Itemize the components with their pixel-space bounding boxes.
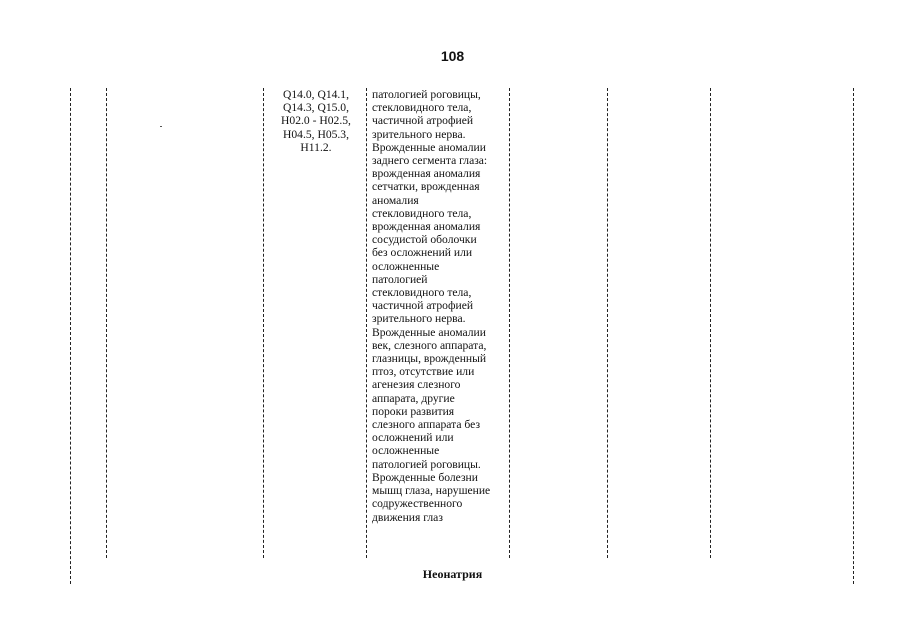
code-line: H04.5, H05.3, — [282, 127, 350, 141]
description-line: слезного аппарата без — [372, 418, 481, 432]
code-line: H02.0 - H02.5, — [281, 114, 351, 128]
page-number: 108 — [440, 48, 465, 64]
diagnosis-codes — [268, 88, 364, 154]
column-divider — [263, 88, 264, 558]
description-line: патологией роговицы, — [372, 88, 481, 101]
description-line: зрительного нерва. — [372, 312, 466, 326]
section-title: Неонатрия — [422, 567, 483, 581]
description-line: осложненные — [372, 259, 440, 273]
description-line: стекловидного тела, — [372, 286, 472, 300]
description-line: частичной атрофией — [372, 299, 474, 313]
description-line: аппарата, другие — [372, 391, 455, 405]
description-line: агенезия слезного — [372, 378, 461, 392]
column-divider — [106, 88, 107, 558]
table-border-left — [70, 88, 71, 584]
description-line: стекловидного тела, — [372, 206, 472, 220]
description-line: аномалия — [372, 193, 419, 207]
code-line: Q14.3, Q15.0, — [282, 101, 350, 115]
description-line: птоз, отсутствие или — [372, 365, 475, 379]
code-line: H11.2. — [300, 140, 332, 154]
description-line: Врожденные аномалии — [372, 325, 486, 339]
condition-description — [372, 88, 512, 524]
description-line: сетчатки, врожденная — [372, 180, 480, 194]
description-line: врожденная аномалия — [372, 167, 481, 181]
description-line: частичной атрофией — [372, 114, 474, 128]
description-line: пороки развития — [372, 404, 455, 418]
description-line: содружественного — [372, 497, 463, 511]
description-line: без осложнений или — [372, 246, 473, 260]
description-line: Врожденные аномалии — [372, 140, 486, 154]
description-line: стекловидного тела, — [372, 101, 472, 115]
column-divider — [607, 88, 608, 558]
column-divider — [366, 88, 367, 558]
description-line: движения глаз — [372, 510, 443, 524]
description-line: осложнений или — [372, 431, 454, 445]
description-line: глазницы, врожденный — [372, 352, 487, 366]
description-line: век, слезного аппарата, — [372, 338, 487, 352]
table-border-right — [853, 88, 854, 584]
description-line: заднего сегмента глаза: — [372, 154, 488, 168]
code-line: Q14.0, Q14.1, — [282, 88, 350, 101]
description-line: патологией роговицы. — [372, 457, 481, 471]
description-line: врожденная аномалия — [372, 220, 481, 234]
description-line: осложненные — [372, 444, 440, 458]
scan-speck — [160, 126, 162, 127]
description-line: зрительного нерва. — [372, 127, 466, 141]
description-line: патологией — [372, 272, 428, 286]
description-line: Врожденные болезни — [372, 470, 478, 484]
column-divider — [710, 88, 711, 558]
description-line: сосудистой оболочки — [372, 233, 477, 247]
description-line: мышц глаза, нарушение — [372, 484, 491, 498]
